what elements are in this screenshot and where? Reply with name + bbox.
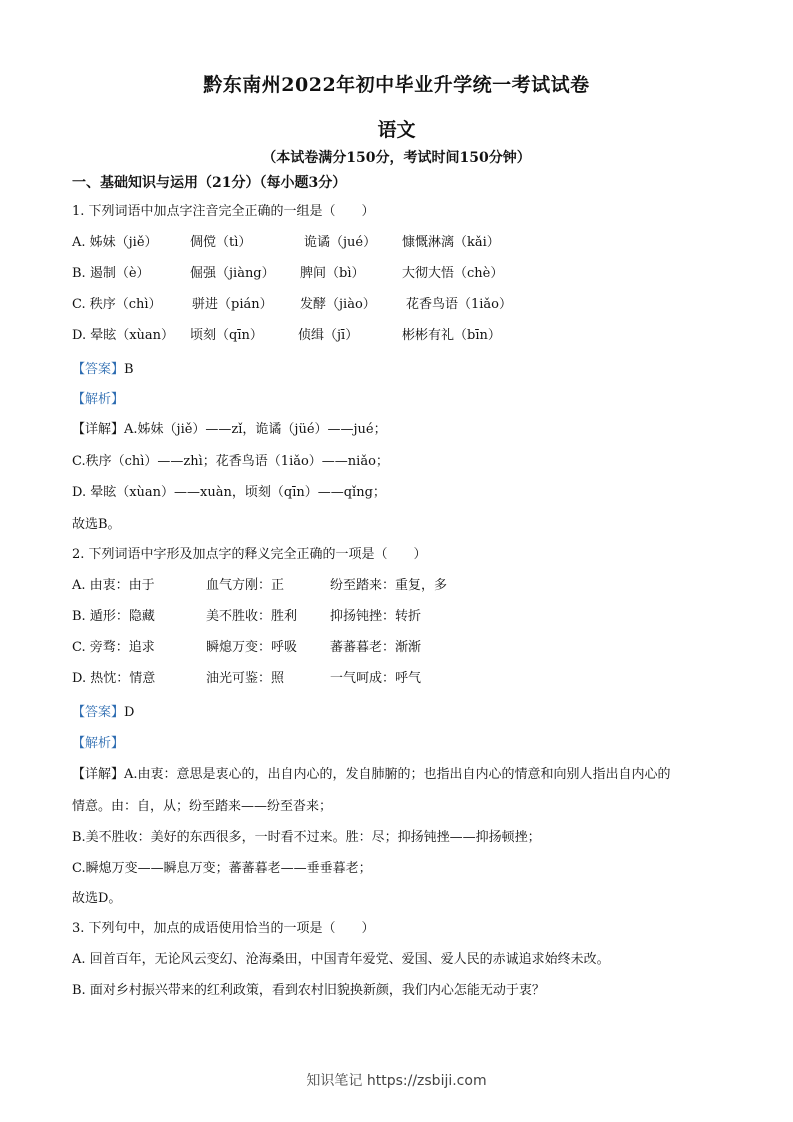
option-item: D. 晕眩（xùan） bbox=[72, 328, 175, 343]
option-item: 大彻大悟（chè） bbox=[402, 266, 504, 281]
option-item: 抑扬钝挫：转折 bbox=[330, 609, 422, 624]
option-item: 倔强（jiàng） bbox=[190, 266, 275, 281]
section-heading: 一、基础知识与运用（21分）（每小题3分） bbox=[72, 175, 347, 191]
option-item: C. 秩序（chì） bbox=[72, 297, 162, 312]
option-item: C. 旁骛：追求 bbox=[72, 640, 155, 655]
q1-option-d bbox=[72, 324, 732, 342]
detail-tag: 【详解】 bbox=[72, 767, 125, 782]
q1-detail-line: D. 晕眩（xùan）——xuàn，顷刻（qīn）——qǐng； bbox=[72, 485, 386, 500]
q1-detail-line: C.秩序（chì）——zhì；花香鸟语（1iǎo）——niǎo； bbox=[72, 454, 389, 469]
footer-watermark: 知识笔记 https://zsbiji.com bbox=[306, 1073, 487, 1089]
option-item: 发酵（jiào） bbox=[300, 297, 376, 312]
q1-stem: 1. 下列词语中加点字注音完全正确的一组是（ ） bbox=[72, 204, 375, 219]
q2-detail-line: 故选D。 bbox=[72, 891, 122, 906]
q1-option-c bbox=[72, 293, 732, 311]
option-item: 血气方刚：正 bbox=[206, 578, 285, 593]
option-item: D. 热忱：情意 bbox=[72, 671, 156, 686]
option-item: 彬彬有礼（bīn） bbox=[402, 328, 501, 343]
q2-detail-line: C.瞬熄万变——瞬息万变；蕃蕃暮老——垂垂暮老； bbox=[72, 861, 372, 876]
q2-option-d bbox=[72, 667, 732, 685]
option-item: 诡谲（jué） bbox=[304, 235, 377, 250]
option-item: 花香鸟语（1iǎo） bbox=[406, 297, 513, 312]
option-item: 瞬熄万变：呼吸 bbox=[206, 640, 298, 655]
q2-analysis-tag: 【解析】 bbox=[72, 736, 125, 751]
q2-detail-line: 情意。由：自，从；纷至踏来——纷至沓来； bbox=[72, 799, 333, 814]
q3-option-b: B. 面对乡村振兴带来的红利政策，看到农村旧貌换新颜，我们内心怎能无动于衷？ bbox=[72, 983, 545, 998]
option-item: 纷至踏来：重复，多 bbox=[330, 578, 448, 593]
q1-detail-line: 故选B。 bbox=[72, 517, 121, 532]
answer-value: B bbox=[124, 362, 134, 377]
option-item: A. 姊妹（jiě） bbox=[72, 235, 158, 250]
option-item: 顷刻（qīn） bbox=[190, 328, 263, 343]
q3-option-a: A. 回首百年，无论风云变幻、沧海桑田，中国青年爱党、爱国、爱人民的赤诚追求始终未改。 bbox=[72, 952, 610, 967]
q2-option-a bbox=[72, 574, 732, 592]
q2-detail-line bbox=[72, 763, 671, 782]
option-item: 骈进（pián） bbox=[192, 297, 273, 312]
detail-text: A.姊妹（jiě）——zǐ，诡谲（jüé）——jué； bbox=[124, 422, 387, 437]
option-item: 美不胜收：胜利 bbox=[206, 609, 298, 624]
option-item: 油光可鉴：照 bbox=[206, 671, 285, 686]
detail-text: A.由衷：意思是衷心的，出自内心的，发自肺腑的；也指出自内心的情意和向别人指出自内心的 bbox=[124, 767, 671, 782]
option-item: 倜傥（tì） bbox=[190, 235, 252, 250]
q1-analysis-tag: 【解析】 bbox=[72, 392, 125, 407]
option-item: 脾间（bì） bbox=[300, 266, 365, 281]
option-item: 蕃蕃暮老：渐渐 bbox=[330, 640, 422, 655]
q2-option-b bbox=[72, 605, 732, 623]
option-item: B. 遏制（è） bbox=[72, 266, 150, 281]
answer-value: D bbox=[124, 705, 135, 720]
subject-title: 语文 bbox=[377, 119, 416, 141]
exam-note: （本试卷满分150分，考试时间150分钟） bbox=[262, 150, 531, 166]
q1-option-b bbox=[72, 262, 732, 280]
exam-title: 黔东南州2022年初中毕业升学统一考试试卷 bbox=[203, 74, 590, 96]
q3-stem: 3. 下列句中，加点的成语使用恰当的一项是（ ） bbox=[72, 921, 375, 936]
answer-tag: 【答案】 bbox=[72, 705, 125, 720]
option-item: 侦缉（jī） bbox=[298, 328, 359, 343]
option-item: 一气呵成：呼气 bbox=[330, 671, 422, 686]
q1-detail-line bbox=[72, 418, 387, 437]
q2-stem: 2. 下列词语中字形及加点字的释义完全正确的一项是（ ） bbox=[72, 547, 427, 562]
option-item: A. 由衷：由于 bbox=[72, 578, 155, 593]
q1-option-a bbox=[72, 231, 732, 249]
answer-tag: 【答案】 bbox=[72, 362, 125, 377]
option-item: B. 遁形：隐藏 bbox=[72, 609, 155, 624]
detail-tag: 【详解】 bbox=[72, 422, 125, 437]
q2-answer bbox=[72, 701, 134, 720]
q2-detail-line: B.美不胜收：美好的东西很多，一时看不过来。胜：尽；抑扬钝挫——抑扬顿挫； bbox=[72, 830, 541, 845]
option-item: 慷慨淋漓（kǎi） bbox=[402, 235, 500, 250]
q1-answer bbox=[72, 358, 134, 377]
q2-option-c bbox=[72, 636, 732, 654]
